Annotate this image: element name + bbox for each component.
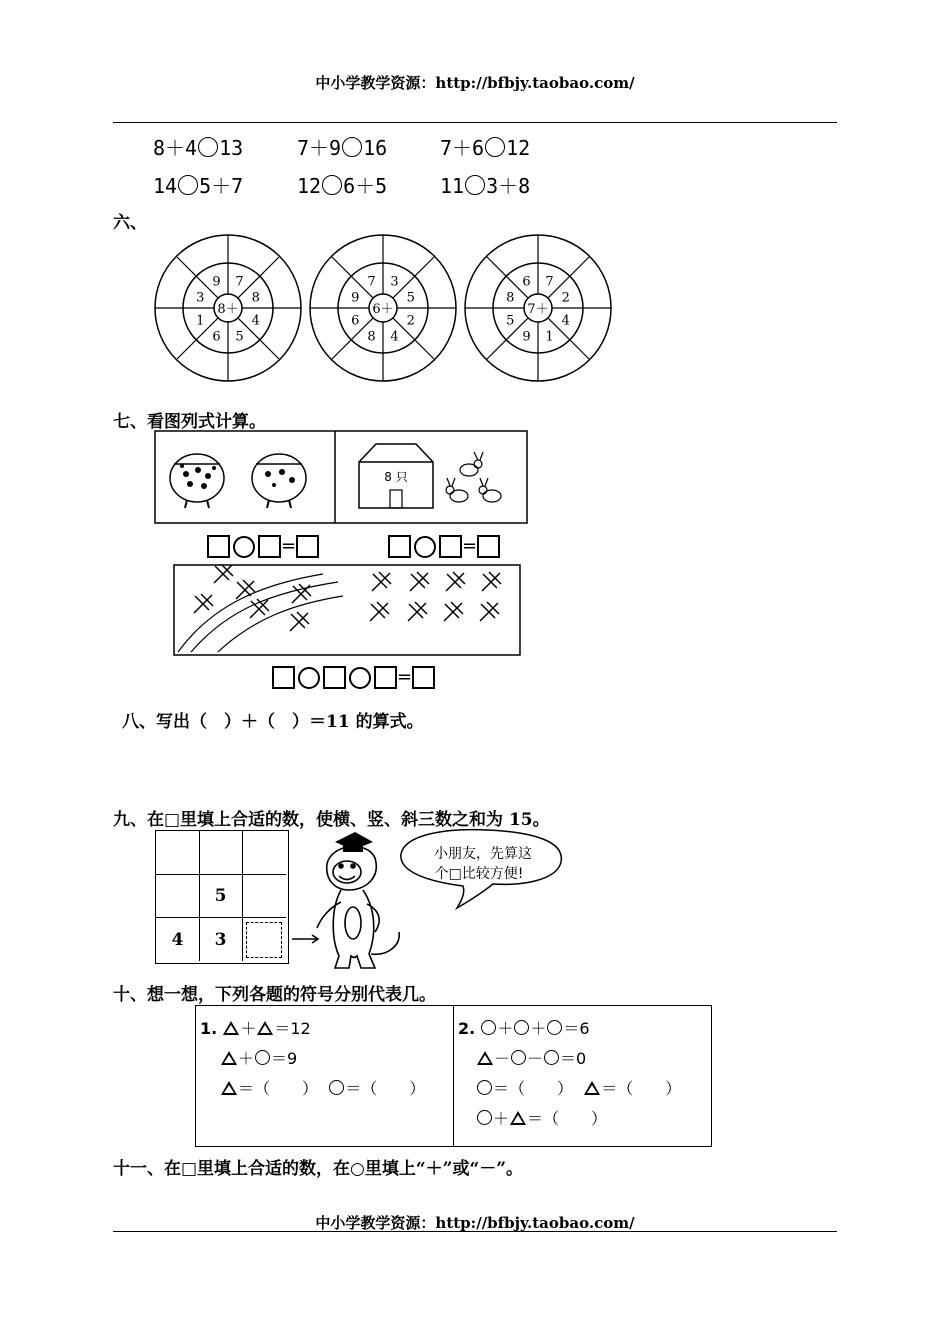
wheel-number: 1 (545, 329, 554, 345)
dragonfly-icon (410, 572, 429, 591)
dragonfly-icon (444, 602, 463, 621)
wheel-center-operator: 8＋ (217, 302, 239, 317)
wheel-number: 5 (506, 313, 515, 329)
puzzle2-line1: 2. ＋ ＋ ＝6 (458, 1019, 590, 1038)
fishbowl-icon (170, 454, 224, 508)
rabbit-icon (446, 452, 501, 502)
house-label: 8 只 (384, 470, 408, 484)
compare-item: 7＋6 12 (440, 136, 531, 160)
wheel-center-operator: 6＋ (372, 302, 394, 317)
wheel-number: 2 (561, 290, 570, 306)
wheel-number: 7 (235, 274, 244, 290)
wheel-number: 5 (235, 329, 244, 345)
monkey-illustration (287, 828, 572, 973)
fishbowl-icon (252, 454, 306, 508)
compare-item: 12 6＋5 (297, 174, 388, 198)
section9-title: 九、在□里填上合适的数，使横、竖、斜三数之和为 15。 (113, 810, 550, 830)
grid-cell: 3 (199, 918, 243, 961)
dragonfly-icon (408, 602, 427, 621)
compare-item: 7＋9 16 (297, 136, 388, 160)
wheel-number: 4 (251, 313, 260, 329)
grid-cell: 5 (199, 874, 243, 918)
wheel-number: 6 (351, 313, 360, 329)
wheel-number: 2 (406, 313, 415, 329)
speech-bubble-line1: 小朋友，先算这 (434, 846, 532, 862)
grid-cell[interactable] (156, 831, 200, 875)
picture-panel-top (154, 430, 530, 526)
dragonfly-icon (372, 572, 391, 591)
dragonfly-icon (370, 602, 389, 621)
dashed-target-box (246, 922, 282, 958)
grid-cell[interactable] (156, 874, 200, 918)
grid-cell[interactable] (199, 831, 243, 875)
wheel-number: 7 (367, 274, 376, 290)
header-site-label: 中小学教学资源：http://bfbjy.taobao.com/ (315, 74, 635, 92)
dragonfly-icon (446, 572, 465, 591)
wheel-number: 6 (212, 329, 221, 345)
puzzle2-line3[interactable]: ＝（ ） ＝（ ） (476, 1076, 681, 1099)
wheel-number: 8 (367, 329, 376, 345)
dragonfly-icon (214, 564, 233, 583)
wheel-number: 9 (522, 329, 531, 345)
wheel-number: 3 (390, 274, 399, 290)
compare-item: 11 3＋8 (440, 174, 531, 198)
section10-title: 十、想一想，下列各题的符号分别代表几。 (113, 985, 436, 1005)
dragonfly-icon (480, 602, 499, 621)
dragonfly-icon (292, 584, 311, 603)
wheel-number: 9 (212, 274, 221, 290)
section8-title: 八、写出（ ）＋（ ）＝11 的算式。 (122, 712, 424, 732)
wheel-number: 7 (545, 274, 554, 290)
wheel-number: 8 (506, 290, 515, 306)
dragonfly-icon (250, 599, 269, 618)
number-wheel (465, 235, 611, 381)
section11-title: 十一、在□里填上合适的数，在○里填上“＋”或“－”。 (113, 1159, 524, 1179)
symbol-puzzle-box (195, 1005, 712, 1147)
grid-cell[interactable] (243, 831, 286, 875)
section7-title: 七、看图列式计算。 (113, 412, 266, 432)
footer-rule (113, 1231, 837, 1232)
grid-cell[interactable] (243, 874, 286, 918)
equation-blank[interactable]: = (388, 535, 500, 558)
equation-blank[interactable]: = (272, 666, 435, 689)
puzzle1-line3[interactable]: ＝（ ） ＝（ ） (220, 1076, 425, 1099)
grid-cell: 4 (156, 918, 200, 961)
equation-blank[interactable]: = (207, 535, 319, 558)
puzzle1-line1: 1. ＋ ＝12 (200, 1019, 311, 1038)
wheel-number: 6 (522, 274, 531, 290)
puzzle2-line2: － － ＝0 (476, 1046, 586, 1069)
compare-item: 14 5＋7 (153, 174, 244, 198)
dragonfly-icon (194, 594, 213, 613)
wheel-number: 8 (251, 290, 260, 306)
wheel-number: 4 (390, 329, 399, 345)
footer-site-label: 中小学教学资源：http://bfbjy.taobao.com/ (315, 1214, 635, 1232)
wheel-number: 1 (196, 313, 205, 329)
puzzle-divider (453, 1006, 454, 1146)
wheel-center-operator: 7＋ (527, 302, 549, 317)
dragonfly-panel (173, 564, 523, 658)
wheel-number: 5 (406, 290, 415, 306)
wheel-number: 9 (351, 290, 360, 306)
puzzle2-line4[interactable]: ＋ ＝（ ） (476, 1106, 607, 1129)
number-wheel (155, 235, 301, 381)
speech-bubble-line2: 个□比较方便! (434, 866, 524, 882)
dragonfly-icon (290, 612, 309, 631)
puzzle1-line2: ＋ ＝9 (220, 1046, 297, 1069)
number-wheel (310, 235, 456, 381)
wheel-number: 3 (196, 290, 205, 306)
section6-title: 六、 (113, 213, 147, 233)
wheel-number: 4 (561, 313, 570, 329)
compare-item: 8＋4 13 (153, 136, 244, 160)
dragonfly-icon (482, 572, 501, 591)
header-rule (113, 122, 837, 123)
number-wheels (150, 234, 620, 384)
